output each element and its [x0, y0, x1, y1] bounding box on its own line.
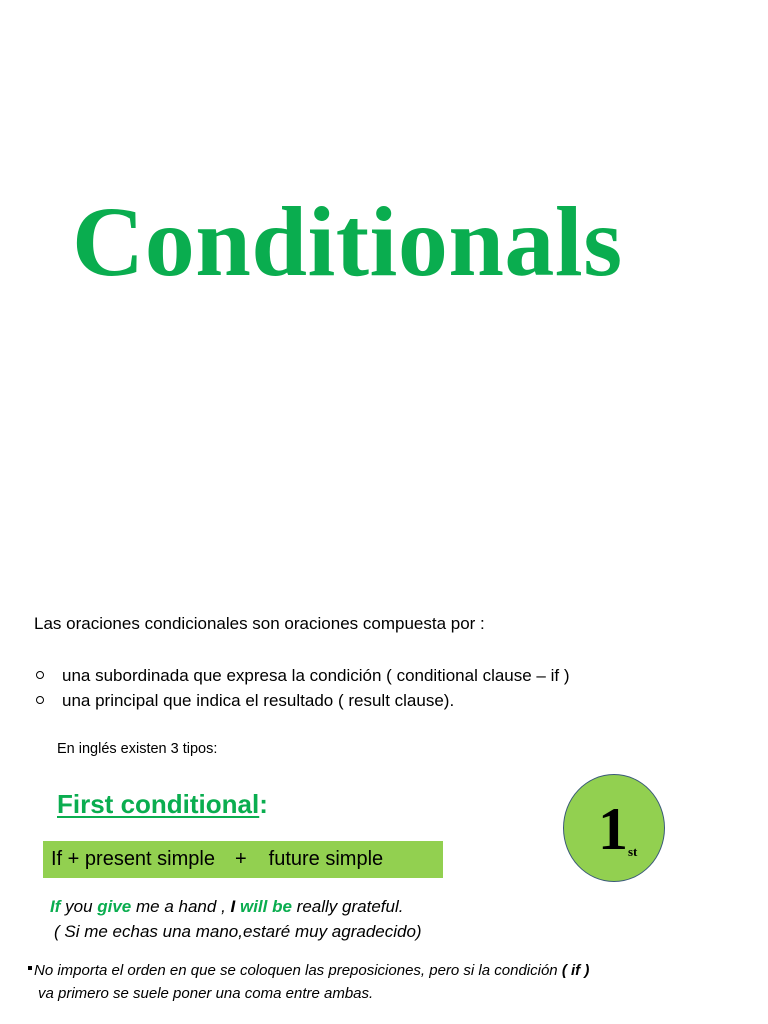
section-heading-text: First conditional [57, 789, 260, 819]
clause-list [34, 663, 570, 713]
formula-plus: + [234, 848, 247, 870]
example-you: you [60, 897, 98, 916]
intro-text: Las oraciones condicionales son oraciones compuesta por : [34, 614, 485, 633]
list-item [34, 663, 570, 688]
example-sentence [50, 895, 403, 919]
circle-bullet-icon [36, 696, 44, 704]
list-item [34, 688, 570, 713]
example-me-a-hand: me a hand , [131, 897, 231, 916]
formula-box [43, 841, 443, 878]
example-i: I [230, 897, 236, 916]
badge-suffix: st [628, 844, 638, 859]
formula-part-1: If + present simple [51, 848, 215, 870]
note-text-1: No importa el orden en que se coloquen las preposiciones, pero si la condición [34, 962, 562, 979]
square-bullet-icon [28, 966, 32, 970]
formula-part-2: future simple [268, 848, 384, 870]
note-if: ( if ) [561, 962, 590, 979]
example-if: If [50, 897, 61, 916]
badge-number: 1 [598, 796, 628, 862]
example-translation: ( Si me echas una mano,estaré muy agradecido) [54, 922, 422, 941]
section-heading-colon: : [259, 789, 268, 819]
example-rest: really grateful. [291, 897, 404, 916]
first-badge [563, 774, 665, 882]
clause-conditional: una subordinada que expresa la condición ( conditional clause – if ) [62, 666, 570, 685]
circle-bullet-icon [36, 671, 44, 679]
clause-result: una principal que indica el resultado ( result clause). [62, 691, 455, 710]
example-give: give [97, 897, 132, 916]
page-title: Conditionals [72, 186, 623, 297]
section-heading [57, 786, 268, 822]
example-will-be: will be [239, 897, 292, 916]
note-line-1 [28, 960, 589, 982]
note-line-2: va primero se suele poner una coma entre ambas. [38, 985, 374, 1002]
types-note: En inglés existen 3 tipos: [57, 741, 218, 757]
